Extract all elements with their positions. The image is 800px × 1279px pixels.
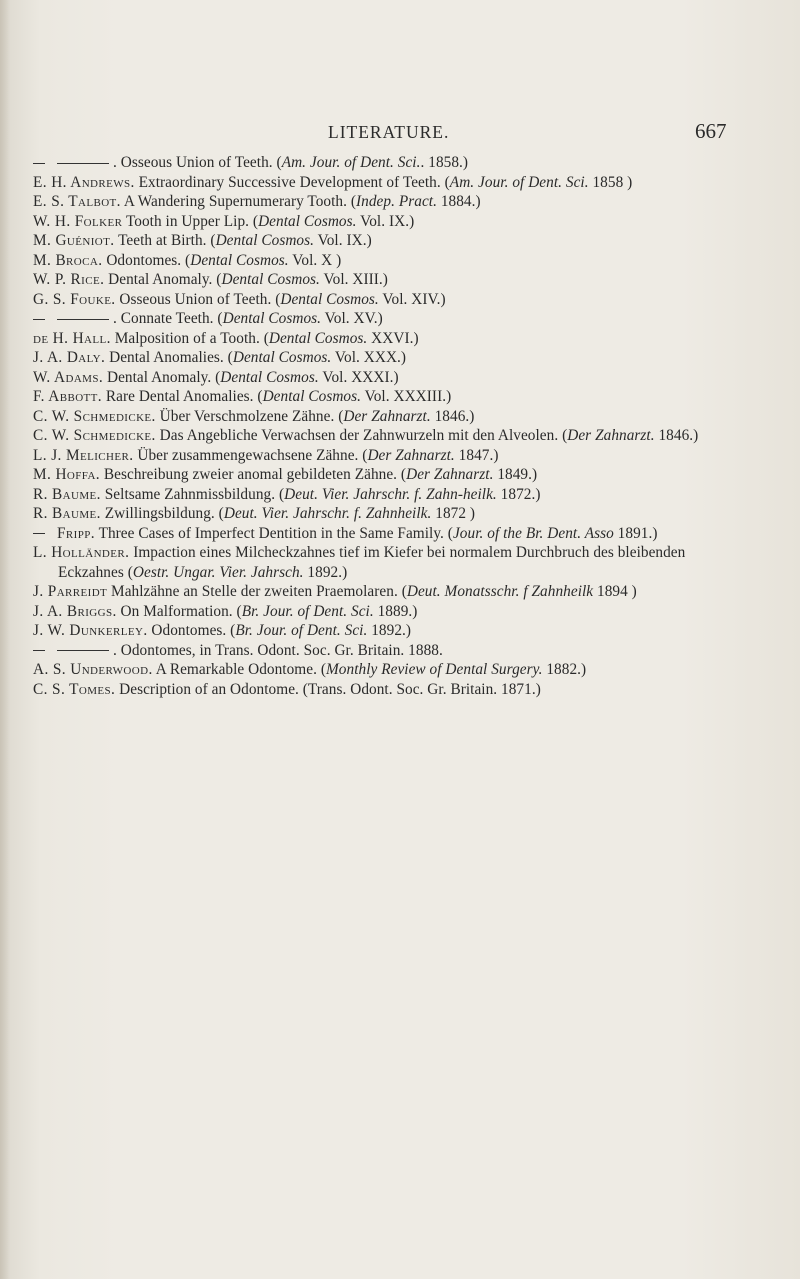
reference-title: Three Cases of Imperfect Dentition in the Same Family.	[94, 524, 444, 542]
reference-detail: 1847.)	[454, 446, 499, 464]
reference-entry: L. Holländer. Impaction eines Milcheckzahnes tief im Kiefer bei normalem Durchbruch des bleibenden Eckzahnes (Oestr. Ungar. Vier. Jahrsch. 1892.)	[33, 544, 686, 581]
reference-entry	[33, 680, 705, 700]
reference-entry: . Connate Teeth. (Dental Cosmos. Vol. XV.)	[33, 309, 705, 329]
reference-entry: W. H. Folker Tooth in Upper Lip. (Dental Cosmos. Vol. IX.)	[33, 212, 415, 230]
reference-entry: A. S. Underwood. A Remarkable Odontome. (Monthly Review of Dental Surgery. 1882.)	[33, 661, 587, 678]
reference-author: Fripp.	[57, 524, 95, 542]
reference-list	[33, 153, 705, 699]
reference-source: Dental Cosmos.	[220, 368, 319, 386]
ditto-dash	[57, 650, 109, 651]
reference-title: . Connate Teeth.	[113, 310, 214, 327]
reference-source: Dental Cosmos.	[258, 212, 357, 230]
reference-detail: Vol. IX.)	[356, 212, 415, 230]
reference-detail: Vol. XV.)	[321, 310, 383, 327]
reference-detail: Vol. X )	[288, 251, 342, 269]
reference-author: E. H. Andrews.	[33, 173, 135, 191]
reference-detail: 1846.)	[654, 427, 699, 444]
reference-title: A Remarkable Odontome.	[152, 661, 317, 678]
page-header	[0, 119, 800, 152]
reference-entry: M. Guéniot. Teeth at Birth. (Dental Cosmos. Vol. IX.)	[33, 232, 372, 249]
reference-title: . Odontomes, in Trans. Odont. Soc. Gr. Britain. 1888.	[113, 641, 443, 659]
reference-detail: 1858 )	[588, 173, 633, 191]
ditto-dash	[33, 650, 45, 651]
reference-author: F. Abbott.	[33, 388, 103, 405]
ditto-dash	[33, 533, 45, 534]
reference-entry: W. P. Rice. Dental Anomaly. (Dental Cosmos. Vol. XIII.)	[33, 271, 388, 288]
reference-title: Dental Anomalies.	[105, 349, 224, 366]
reference-source: Dental Cosmos.	[222, 310, 322, 327]
reference-source: Am. Jour. of Dent. Sci.	[281, 154, 421, 171]
reference-entry: W. Adams. Dental Anomaly. (Dental Cosmos. Vol. XXXI.)	[33, 368, 399, 386]
reference-entry: G. S. Fouke. Osseous Union of Teeth. (Dental Cosmos. Vol. XIV.)	[33, 290, 446, 308]
reference-entry: E. S. Talbot. A Wandering Supernumerary Tooth. (Indep. Pract. 1884.)	[33, 193, 481, 210]
reference-source: Deut. Vier. Jahrschr. f. Zahn-heilk.	[284, 485, 497, 503]
running-head: LITERATURE.	[328, 122, 450, 142]
reference-detail: 1892.)	[303, 563, 348, 581]
reference-source: Dental Cosmos.	[190, 251, 289, 269]
reference-author: C. W. Schmedicke.	[33, 407, 156, 425]
reference-author: W. P. Rice.	[33, 271, 105, 288]
reference-entry: M. Hoffa. Beschreibung zweier anomal gebildeten Zähne. (Der Zahnarzt. 1849.)	[33, 466, 538, 483]
reference-detail: 1882.)	[542, 661, 587, 678]
reference-author: C. W. Schmedicke.	[33, 427, 156, 444]
reference-source: Deut. Vier. Jahrschr. f. Zahnheilk.	[223, 505, 432, 522]
reference-entry: C. W. Schmedicke. Über Verschmolzene Zähne. (Der Zahnarzt. 1846.)	[33, 407, 475, 425]
reference-detail: 1884.)	[436, 193, 481, 210]
reference-author: J. A. Briggs.	[33, 602, 117, 620]
reference-detail: Vol. XXX.)	[331, 349, 407, 366]
reference-author: C. S. Tomes.	[33, 680, 116, 698]
reference-entry: J. A. Daly. Dental Anomalies. (Dental Cosmos. Vol. XXX.)	[33, 349, 407, 366]
reference-detail: 1846.)	[430, 407, 475, 425]
reference-source: Der Zahnarzt.	[567, 427, 655, 444]
reference-source: Indep. Pract.	[356, 193, 437, 210]
ditto-dash	[57, 319, 109, 320]
reference-entry: Fripp. Three Cases of Imperfect Dentition in the Same Family. (Jour. of the Br. Dent. Asso 1891.)	[33, 524, 705, 544]
reference-author: W. H. Folker	[33, 212, 123, 230]
reference-entry: J. W. Dunkerley. Odontomes. (Br. Jour. of Dent. Sci. 1892.)	[33, 622, 412, 639]
reference-entry: F. Abbott. Rare Dental Anomalies. (Dental Cosmos. Vol. XXXIII.)	[33, 388, 452, 405]
reference-author: M. Broca.	[33, 251, 103, 269]
reference-author: L. J. Melicher.	[33, 446, 134, 464]
reference-source: Dental Cosmos.	[232, 349, 332, 366]
reference-source: Deut. Monatsschr. f Zahnheilk	[406, 583, 594, 600]
reference-entry: J. A. Briggs. On Malformation. (Br. Jour. of Dent. Sci. 1889.)	[33, 602, 418, 620]
reference-title: Malposition of a Tooth.	[110, 329, 260, 347]
reference-entry: E. H. Andrews. Extraordinary Successive Development of Teeth. (Am. Jour. of Dent. Sci. 1858 )	[33, 173, 633, 191]
reference-detail: Vol. XXXIII.)	[361, 388, 452, 405]
reference-detail: 1872 )	[431, 505, 476, 522]
reference-title: Osseous Union of Teeth.	[115, 290, 272, 308]
reference-title: On Malformation.	[116, 602, 233, 620]
reference-title: Mahlzähne an Stelle der zweiten Praemolaren.	[107, 583, 398, 600]
reference-source: Dental Cosmos.	[268, 329, 368, 347]
reference-detail: 1894 )	[593, 583, 637, 600]
reference-source: Dental Cosmos.	[215, 232, 314, 249]
reference-author: L. Holländer.	[33, 544, 130, 561]
reference-detail: 1849.)	[493, 466, 538, 483]
reference-author: A. S. Underwood.	[33, 661, 153, 678]
reference-source: Der Zahnarzt.	[367, 446, 455, 464]
reference-title: Odontomes.	[147, 622, 227, 639]
reference-detail: XXVI.)	[367, 329, 419, 347]
reference-detail: Vol. XXXI.)	[318, 368, 399, 386]
page-number: 667	[695, 119, 727, 143]
ditto-dash	[57, 163, 109, 164]
reference-title: Odontomes.	[102, 251, 182, 269]
ditto-dash	[33, 319, 45, 320]
reference-author: J. W. Dunkerley.	[33, 622, 148, 639]
reference-detail: Vol. XIV.)	[378, 290, 446, 308]
reference-title: Dental Anomaly.	[103, 368, 212, 386]
reference-source: Br. Jour. of Dent. Sci.	[241, 602, 374, 620]
reference-title: Seltsame Zahnmissbildung.	[100, 485, 276, 503]
reference-source: Monthly Review of Dental Surgery.	[326, 661, 543, 678]
reference-author: M. Hoffa.	[33, 466, 101, 483]
reference-title: Teeth at Birth.	[114, 232, 207, 249]
reference-source: Der Zahnarzt.	[406, 466, 494, 483]
reference-source: Oestr. Ungar. Vier. Jahrsch.	[132, 563, 304, 581]
reference-entry: R. Baume. Zwillingsbildung. (Deut. Vier. Jahrschr. f. Zahnheilk. 1872 )	[33, 505, 476, 522]
reference-title: Über Verschmolzene Zähne.	[155, 407, 335, 425]
reference-detail: . 1858.)	[420, 154, 469, 171]
reference-title: Beschreibung zweier anomal gebildeten Zähne.	[100, 466, 398, 483]
reference-title: Tooth in Upper Lip.	[122, 212, 250, 230]
reference-source: Dental Cosmos.	[280, 290, 379, 308]
reference-entry: de H. Hall. Malposition of a Tooth. (Dental Cosmos. XXVI.)	[33, 329, 419, 347]
reference-detail: Vol. XIII.)	[319, 271, 388, 288]
reference-entry: R. Baume. Seltsame Zahnmissbildung. (Deut. Vier. Jahrschr. f. Zahn-heilk. 1872.)	[33, 485, 541, 503]
reference-title: Impaction eines Milcheckzahnes tief im Kiefer bei normalem Durchbruch des bleibenden Eckzahnes	[58, 544, 686, 581]
reference-author: E. S. Talbot.	[33, 193, 121, 210]
reference-author: R. Baume.	[33, 505, 101, 522]
reference-title: Zwillingsbildung.	[100, 505, 215, 522]
reference-entry: J. Parreidt Mahlzähne an Stelle der zweiten Praemolaren. (Deut. Monatsschr. f Zahnheilk 1894 )	[33, 583, 637, 600]
reference-title: Das Angebliche Verwachsen der Zahnwurzeln mit den Alveolen.	[155, 427, 559, 444]
reference-title: Dental Anomaly.	[104, 271, 213, 288]
reference-entry: M. Broca. Odontomes. (Dental Cosmos. Vol. X )	[33, 251, 342, 269]
reference-source: Am. Jour. of Dent. Sci.	[449, 173, 589, 191]
reference-title: A Wandering Supernumerary Tooth.	[120, 193, 347, 210]
reference-detail: 1891.)	[613, 524, 658, 542]
reference-author: J. A. Daly.	[33, 349, 106, 366]
reference-detail: 1872.)	[496, 485, 541, 503]
reference-source: Dental Cosmos.	[221, 271, 320, 288]
reference-author: M. Guéniot.	[33, 232, 115, 249]
reference-author: de H. Hall.	[33, 329, 111, 347]
reference-title: Extraordinary Successive Development of Teeth.	[134, 173, 441, 191]
reference-entry: L. J. Melicher. Über zusammengewachsene Zähne. (Der Zahnarzt. 1847.)	[33, 446, 499, 464]
reference-title: . Osseous Union of Teeth.	[113, 154, 273, 171]
reference-source: Br. Jour. of Dent. Sci.	[235, 622, 368, 639]
reference-source: Dental Cosmos.	[262, 388, 362, 405]
reference-entry: C. W. Schmedicke. Das Angebliche Verwachsen der Zahnwurzeln mit den Alveolen. (Der Zahnarzt. 1846.)	[33, 427, 699, 444]
reference-detail: Vol. IX.)	[314, 232, 372, 249]
reference-title: Rare Dental Anomalies.	[102, 388, 254, 405]
reference-author: R. Baume.	[33, 485, 101, 503]
reference-author: J. Parreidt	[33, 583, 108, 600]
reference-author: W. Adams.	[33, 368, 104, 386]
reference-title: Über zusammengewachsene Zähne.	[133, 446, 359, 464]
reference-source: Der Zahnarzt.	[343, 407, 431, 425]
reference-source: Jour. of the Br. Dent. Asso	[452, 524, 614, 542]
reference-title: Description of an Odontome. (Trans. Odont. Soc. Gr. Britain. 1871.)	[115, 680, 541, 698]
ditto-dash	[33, 163, 45, 164]
reference-detail: 1892.)	[367, 622, 412, 639]
reference-entry	[33, 641, 705, 661]
reference-entry: . Osseous Union of Teeth. (Am. Jour. of Dent. Sci.. 1858.)	[33, 153, 705, 173]
reference-detail: 1889.)	[373, 602, 418, 620]
reference-author: G. S. Fouke.	[33, 290, 116, 308]
